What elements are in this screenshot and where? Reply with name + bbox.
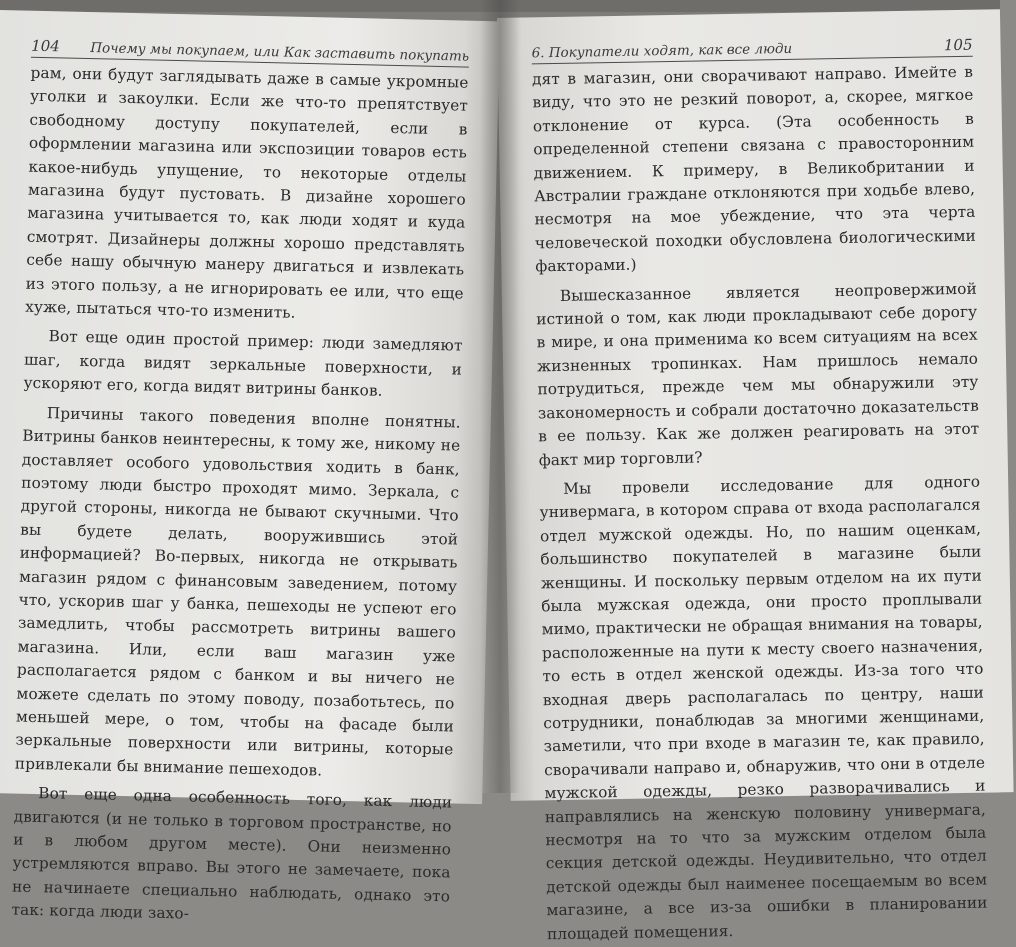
right-paragraph-2: Вышесказанное является неопровержимой истиной о том, как люди прокладывают себе дорогу в мире, и она применима ко всем ситуациям на всех жизненных тропинках. Нам пришлось немало потрудиться, прежде чем мы обнаружили эту закономерность и собрали достаточно доказательств в ее пользу. Как же должен реагировать на этот факт мир торговли? (536, 279, 980, 469)
right-page-number: 105 (943, 35, 973, 55)
left-body-text (11, 62, 468, 932)
left-paragraph-3: Причины такого поведения вполне понятны. Витрины банков неинтересны, к тому же, никому не доставляет особого удовольствия ходить в банк, поэтому люди быстро проходят мимо. Зеркала, с другой стороны, никогда не бывают скучными. Что вы будете делать, вооружившись этой информацией? Во-первых, никогда не открывать магазин рядом с финансовым заведением, потому что, ускорив шаг у банка, пешеходы не успеют его замедлить, чтобы рассмотреть витрины вашего магазина. Или, если ваш магазин уже располагается рядом с банком и вы ничего не можете сделать по этому поводу, позаботьтесь, по меньшей мере, о том, чтобы на фасаде были зеркальные поверхности или витрины, которые привлекали бы внимание пешеходов. (14, 403, 461, 780)
left-page-number: 104 (30, 36, 61, 56)
left-paragraph-2: Вот еще один простой пример: люди замедляют шаг, когда видят зеркальные поверхности, и ускоряют его, когда видят витрины банков. (23, 327, 463, 401)
right-paragraph-3: Мы провели исследование для одного универмага, в котором справа от входа располагался отдел мужской одежды. Но, по нашим оценкам, большинство покупателей в магазине были женщины. И поскольку первым отделом на их пути была мужская одежда, они просто проплывали мимо, практически не обращая внимания на товары, расположенные на пути к месту своего назначения, то есть в отдел женской одежды. Из-за того что входная дверь располагалась по центру, наши сотрудники, понаблюдав за многими женщинами, заметили, что при входе в магазин те, как правило, сворачивали направо и, обнаружив, что они в отделе мужской одежды, резко разворачивались и направлялись на женскую половину универмага, несмотря на то что за мужским отделом была секция детской одежды. Неудивительно, что отдел детской одежды был наименее посещаемым во всем магазине, а все из-за ошибки в планировании площадей помещения. (539, 472, 988, 943)
right-running-title: 6. Покупатели ходят, как все люди (531, 40, 793, 62)
left-page (0, 10, 500, 923)
top-edge (0, 0, 1000, 12)
left-running-title: Почему мы покупаем, или Как заставить покупать (90, 40, 470, 65)
right-paragraph-1: дят в магазин, они сворачивают направо. Имейте в виду, что это не резкий поворот, а, скорее, мягкое отклонение от курса. (Эта особенность в определенной степени связана с правосторонним движением. К примеру, в Великобритании и Австралии граждане отклоняются при ходьбе влево, несмотря на мое убеждение, что эта черта человеческой походки обусловлена биологическими факторами.) (531, 62, 977, 276)
right-page (497, 9, 1014, 943)
left-paragraph-4: Вот еще одна особенность того, как люди двигаются (и не только в торговом пространстве, но и в любом другом месте). Они неизменно устремляются вправо. Вы этого не замечаете, пока не начинаете специально наблюдать, однако это так: когда люди захо- (11, 784, 453, 923)
right-running-head (531, 36, 972, 65)
left-paragraph-1: рам, они будут заглядывать даже в самые укромные уголки и закоулки. Если же что-то препятствует свободному доступу покупателей, если в оформлении магазина или экспозиции товаров есть какое-нибудь упущение, то некоторые отделы магазина будут пустовать. В дизайне хорошего магазина учитывается то, как люди ходят и куда смотрят. Дизайнеры должны хорошо представлять себе нашу обычную манеру двигаться и извлекать из этого пользу, а не игнорировать ее или, что еще хуже, пытаться что-то изменить. (25, 63, 469, 322)
right-body-text (532, 61, 988, 947)
